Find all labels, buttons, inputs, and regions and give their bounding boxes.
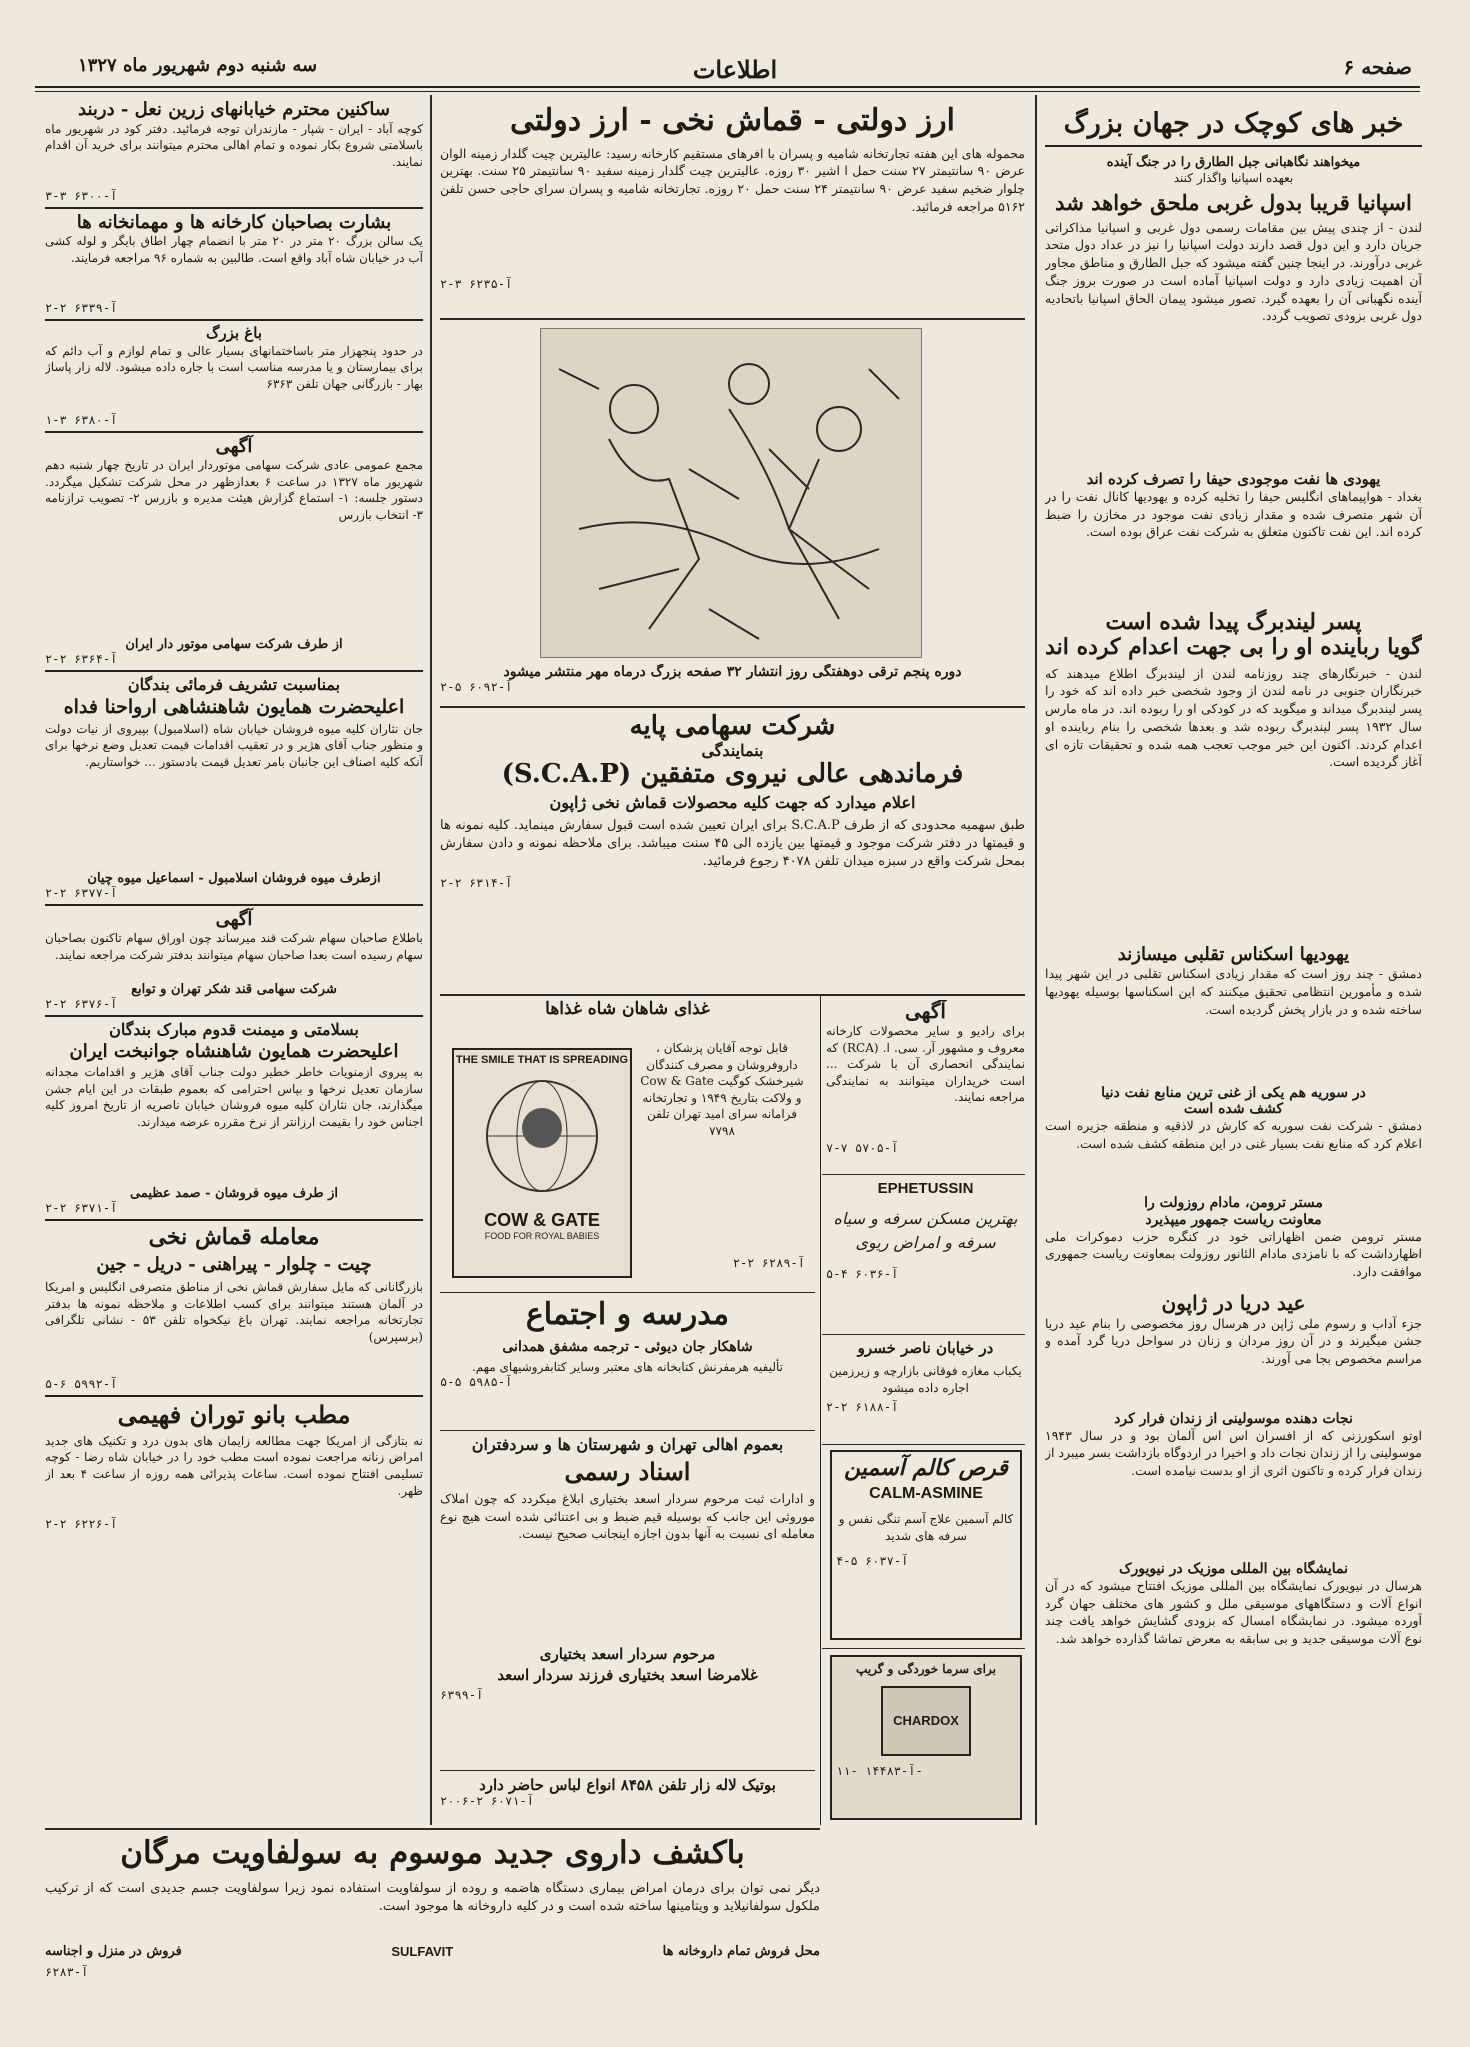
story6-headline-1: مستر ترومن، مادام روزولت را: [1144, 1195, 1323, 1212]
public-code: آ-۶۳۹۹: [440, 1688, 484, 1703]
story3-body: لندن - خبرنگارهای چند روزنامه لندن از لیندبرگ اطلاع میدهند که خبرنگاران جنوبی در نامه لندن از وجود شخصی خبر داده اند که خود را پسر لیندبرگ میداند و میگوید که در کودکی او را ربوده اند. در ماه مارس سال ۱۹۳۲ پسر لیندبرگ ربوده شد و بعدها شخصی را بنام رباینده او اعدام کردند. اکنون این خبر موجب تعجب همه شده و تحقیقات تازه ای آغاز گردیده است.: [1045, 665, 1422, 770]
rca-notice-head: آگهی: [905, 1000, 946, 1023]
calm-asmine-text: کالم آسمین علاج آسم تنگی نفس و سرفه های شدید: [838, 1512, 1014, 1543]
s6-signature: شرکت سهامی قند شکر تهران و توابع: [131, 982, 337, 998]
sulfavit-text: دیگر نمی توان برای درمان امراض بیماری دستگاه هاضمه و روده از سولفاویت استفاده نمود زیرا سولفاویت جسم جدیدی است که از ترکیب ملکول سولفانیلاید و ویتامینها ساخته شده است و در کلیه داروخانه ها موجود است.: [45, 1880, 820, 1915]
right-column: [1045, 108, 1422, 1823]
s5-headline-2: اعلیحضرت همایون شاهنشاهی ارواحنا فداه: [63, 695, 405, 718]
sulfavit-sig-1: محل فروش تمام داروخانه ها: [662, 1943, 820, 1959]
s7-code: آ-۶۳۷۱ ۲-۲: [45, 1201, 118, 1216]
boutique-text: بوتیک لاله زار تلفن ۸۴۵۸ انواع لباس حاضر دارد: [479, 1776, 776, 1794]
chardox-ad: [830, 1655, 1022, 1820]
s3-code: آ-۶۳۸۰ ۳-۱: [45, 412, 118, 427]
story6-headline-2: معاونت ریاست جمهور میپذیرد: [1145, 1211, 1322, 1228]
left-column: [45, 100, 423, 1825]
scap-ad: [440, 712, 1025, 992]
story7-body: جزء آداب و رسوم ملی ژاپن در هرسال روز مخصوصی را بنام عید دریا جشن میگیرند و در آن روز مردان و زنان در سواحل دریا گرد آمده و مراسم مخصوص بجا می آورند.: [1045, 1315, 1422, 1367]
story5-headline-2: کشف شده است: [1183, 1101, 1284, 1118]
calm-asmine-ad: [830, 1450, 1022, 1640]
s2-text: یک سالن بزرگ ۲۰ متر در ۲۰ متر با انضمام چهار اطاق بایگر و لوله کشی آب در خیابان شاه آباد واقع است. طالبین به شماره ۹۶ مراجعه فرمایند.: [45, 234, 423, 265]
column-rule-right: [1035, 95, 1037, 1825]
page-number: صفحه ۶: [1343, 55, 1412, 79]
s7-signature: از طرف میوه فروشان - صمد عظیمی: [130, 1186, 338, 1202]
header-rule: [35, 86, 1420, 88]
s7-headline-1: بسلامتی و میمنت قدوم مبارک بندگان: [109, 1020, 359, 1040]
cow-gate-slogan: THE SMILE THAT IS SPREADING: [455, 1054, 629, 1066]
boutique-ad: [440, 1776, 815, 1822]
food-ad-headline: غذای شاهان شاه غذاها: [545, 1000, 710, 1019]
story4-body: دمشق - چند روز است که مقدار زیادی اسکناس تقلبی در این شهر پیدا شده و مأمورین انتظامی تحقیق میکنند که این اسکناسها بوسیله یهودیها ساخته شده و در بازار پخش گردیده است.: [1045, 966, 1422, 1017]
boutique-code: آ-۶۰۷۱ ۲-۲۰۰۶: [440, 1794, 534, 1808]
story1-body: لندن - از چندی پیش بین مقامات رسمی دول غربی و اسپانیا مذاکراتی جریان دارد و این دول قصد دارند دولت اسپانیا را نیز در عداد دول متحد غربی درآورند. در اینجا چنین گفته میشود که جبل الطارق و مناطق مجاور آن اهمیت زیادی دارد و دولت اسپانیا آماده است در صورت بروز جنگ آینده نگهبانی آن را بعهده گیرد. تصور میشود پیمان الحاق اسپانیا باتحادیه دول غربی بزودی تصویب گردد.: [1045, 219, 1422, 324]
public-text: و ادارات ثبت مرحوم سردار اسعد بختیاری ابلاغ میکردد که چون املاک موروثی این جانب که بوسیله قیم ضبط و بی اعتنائی شده است هیچ نوع معامله ای نسبت به آنها بدون اجازه اینجانب صحیح نیست.: [440, 1490, 815, 1542]
scap-command: فرماندهی عالی نیروی متفقین (S.C.A.P): [501, 759, 964, 790]
s5-signature: ازطرف میوه فروشان اسلامبول - اسماعیل میوه چیان: [87, 870, 381, 886]
story1-headline: اسپانیا قریبا بدول غربی ملحق خواهد شد: [1055, 189, 1412, 215]
sulfavit-ad: [45, 1836, 820, 2026]
story1-kicker: میخواهند نگاهبانی جبل الطارق را در جنگ آینده: [1106, 155, 1361, 171]
story9-body: هرسال در نیویورک نمایشگاه بین المللی موزیک افتتاح میشود که در آن انواع آلات و دستگاههای موسیقی ملل و کشور های مختلف جهان گرد آورده میشود. در نمایشگاه امسال که بزودی گشایش خواهد یافت چند نوع آلات موسیقی جدید و بی سابقه به معرض تماشا گذارده خواهد شد.: [1045, 1577, 1422, 1647]
textile-ad-title: ارز دولتی - قماش نخی - ارز دولتی: [510, 104, 955, 138]
cartoon-caption: دوره پنجم ترقی دوهفتگی روز انتشار ۳۲ صفحه بزرگ درماه مهر منتشر میشود: [503, 664, 962, 680]
s2-code: آ-۶۳۳۹ ۲-۲: [45, 301, 118, 316]
cartoon-illustration: [540, 328, 922, 658]
s4-headline: آگهی: [215, 435, 253, 457]
public-headline-1: بعموم اهالی تهران و شهرستان ها و سردفتران: [471, 1436, 784, 1454]
s4-signature: از طرف شرکت سهامی موتور دار ایران: [125, 637, 343, 653]
ephetussin-code: آ-۶۰۳۶ ۴-۵: [826, 1267, 899, 1281]
naser-khosrow-ad: [826, 1340, 1025, 1440]
public-announcement: [440, 1436, 815, 1766]
paper-name: اطلاعات: [692, 55, 778, 84]
s8-headline-2: چیت - چلوار - پیراهنی - دریل - جین: [96, 1253, 372, 1275]
naser-khosrow-head: در خیابان ناصر خسرو: [857, 1340, 994, 1357]
school-ad-text: تألیفیه هرمفرنش کتابخانه های معتبر وسایر کتابفروشیهای مهم.: [471, 1359, 784, 1374]
right-column-title: خبر های کوچک در جهان بزرگ: [1045, 108, 1422, 147]
school-ad-code: آ-۵۹۸۵ ۵-۵: [440, 1375, 513, 1390]
story2-headline: یهودی ها نفت موجودی حیفا را تصرف کرده اند: [1086, 469, 1381, 488]
cow-gate-brand: COW & GATE: [484, 1210, 600, 1230]
s3-headline: باغ بزرگ: [205, 324, 263, 343]
chardox-box: [881, 1686, 971, 1756]
ephetussin-ad: [826, 1180, 1025, 1330]
s5-headline-1: بمناسبت تشریف فرمائی بندگان: [127, 675, 341, 695]
s8-text: بازرگانانی که مایل سفارش قماش نخی از مناطق متصرفی انگلیس و امریکا در آلمان هستند میتوانند برای کسب اطلاعات و ملاحظه نمونه ها بدفتر تجارتخانه مراجعه نمایند. تهران باغ نیکخواه تلفن ۵۳ - نشانی تلگرافی (برسپرس): [45, 1280, 423, 1344]
cartoon-code: آ-۶۰۹۲ ۵-۲: [440, 680, 513, 694]
sulfavit-code: آ-۶۲۸۳: [45, 1964, 89, 1979]
story2-body: بغداد - هواپیماهای انگلیس حیفا را تخلیه کرده و یهودیها کانال نفت را در آن شهر متصرف شده و مقدار زیادی نفت موجود در مخازن را ضبط کرده اند. این نفت تاکنون متعلق به شرکت نفت عراق بوده است.: [1045, 488, 1422, 540]
s1-headline: ساکنین محترم خیابانهای زرین نعل - دربند: [78, 100, 390, 120]
s6-headline: آگهی: [215, 908, 253, 930]
s7-text: به پیروی ازمنویات خاطر خطیر دولت جناب آقای هژیر و اقدامات مجدانه سازمان تعدیل نرخها و بپاس احترامی که بعموم طبقات در این ایام جشن میگذارند، جان نثاران کلیه میوه فروشان خیابان ناصریه از تاریخ امروز کلیه اجناس خود را بقیمت ارزانتر از نرخ مقرره عرضه میدارند.: [45, 1065, 423, 1129]
ephetussin-name: EPHETUSSIN: [877, 1180, 974, 1197]
s9-headline: مطب بانو توران فهیمی: [117, 1400, 351, 1430]
rca-notice-code: آ-۵۷۰۵ ۷-۷: [826, 1141, 899, 1155]
naser-khosrow-code: آ-۶۱۸۸ ۲-۲: [826, 1400, 899, 1415]
chardox-code: آ-۱۴۴۸۳ -۱۱-: [836, 1763, 923, 1778]
sulfavit-sig-2: فروش در منزل و اجناسه: [45, 1943, 182, 1959]
rca-notice-text: برای رادیو و سایر محصولات کارخانه معروف و مشهور آر. سی. ا. (RCA) که نمایندگی انحصاری آن با شرکت ... است خریداران میتوانند به نمایندگی مراجعه نمایند.: [826, 1024, 1025, 1105]
story1-sub: بعهده اسپانیا واگذار کنند: [1173, 171, 1294, 186]
column-rule-mid: [820, 995, 821, 1825]
s7-headline-2: اعلیحضرت همایون شاهنشاه جوانبخت ایران: [69, 1040, 399, 1062]
story5-body: دمشق - شرکت نفت سوریه که کارش در لاذقیه و منطقه جزیره است اعلام کرد که منابع نفت بسیار غنی در این منطقه کشف شده است.: [1045, 1118, 1422, 1152]
sulfavit-headline: باکشف داروی جدید موسوم به سولفاویت مرگان: [120, 1836, 745, 1871]
chardox-text: برای سرما خوردگی و گریپ: [856, 1662, 996, 1676]
scap-company: شرکت سهامی پایه: [629, 712, 836, 741]
scap-body: طبق سهمیه محدودی که از طرف S.C.A.P برای ایران تعیین شده است قبول سفارش مینماید. کلیه نمونه ها و قیمتها در دفتر شرکت موجود و قیمتها بین یازده الی ۴۵ سنت میباشد. برای ملاحظه نمونه و دادن سفارش بمحل شرکت واقع در سبزه میدان تلفن ۴۰۷۸ رجوع فرمائید.: [440, 817, 1025, 870]
column-rule-left: [430, 95, 432, 1825]
s9-text: نه بتازگی از امریکا جهت مطالعه زایمان های بدون درد و تکنیک های جدید امراض زنانه مراجعت نموده است مطب خود را در خیابان شاه رضا - کوچه تسلیمی افتتاح نموده است. ساعات پذیرائی همه روزه از ساعت ۴ بعد از ظهر.: [45, 1433, 423, 1498]
s9-code: آ-۶۲۲۶ ۲-۲: [45, 1516, 118, 1531]
calm-asmine-head: قرص کالم آسمین: [844, 1455, 1008, 1481]
cow-gate-globe: [454, 1066, 630, 1206]
story8-headline: نجات دهنده موسولینی از زندان فرار کرد: [1114, 1410, 1353, 1427]
story9-headline: نمایشگاه بین المللی موزیک در نیویورک: [1119, 1560, 1348, 1577]
s8-code: آ-۵۹۹۲ ۶-۵: [45, 1377, 118, 1392]
story3-headline-2: گویا رباینده او را بی جهت اعدام کرده اند: [1045, 634, 1422, 661]
story7-headline: عید دریا در ژاپون: [1161, 1290, 1306, 1315]
ephetussin-text: بهترین مسکن سرفه و سیاه سرفه و امراض ریوی: [833, 1209, 1018, 1252]
header-rule-thin: [35, 91, 1420, 92]
s5-code: آ-۶۳۷۷ ۲-۲: [45, 885, 118, 900]
chardox-name: CHARDOX: [893, 1713, 959, 1729]
s1-text: کوچه آباد - ایران - شپار - مازندران توجه فرمائید. دفتر کود در شهریور ماه باسلامتی شروع بکار نموده و تمام اهالی محترم میتوانند برای خرید آن اقدام نمایند.: [45, 121, 423, 169]
scap-code: آ-۶۳۱۴ ۲-۲: [440, 875, 513, 890]
cartoon-caption-block: [440, 664, 1025, 704]
public-headline-2: اسناد رسمی: [564, 1457, 691, 1487]
textile-ad-text: محموله های این هفته تجارتخانه شامیه و پسران با افرهای مستقیم کارخانه رسید: عالیترین چیت گلدار زمینه الوان عرض ۹۰ سانتیمتر ۲۷ سنت حمل ا اشیر ۳۰ روزه. عالیترین چیت گلدار زمینه سفید ۹۰ سانتیمتر ۲۵ سنت. بهترین چلوار ضخیم سفید عرض ۹۰ سانتیمتر ۲۴ سنت حمل ۲۰ روزه. تجارتخانه شامیه و پسران سرای حاجی حسن تلفن ۵۱۶۲ مراجعه فرمائید.: [440, 145, 1025, 214]
issue-date: سه شنبه دوم شهریور ماه ۱۳۲۷: [78, 55, 318, 76]
calm-asmine-code: آ-۶۰۳۷ ۵-۴: [836, 1554, 909, 1569]
calm-asmine-name: CALM-ASMINE: [869, 1485, 983, 1503]
story4-headline: یهودیها اسکناس تقلبی میسازند: [1117, 943, 1350, 965]
cow-gate-sub: FOOD FOR ROYAL BABIES: [484, 1231, 600, 1241]
story6-body: مستر ترومن ضمن اظهاراتی خود در کنگره حزب دموکرات ملی اظهارداشت که با نامزدی مادام الئانور روزولت بمعاونت ریاست جمهوری موافقت دارد.: [1045, 1228, 1422, 1280]
sulfavit-footer: [45, 1944, 820, 1959]
s1-code: آ-۶۳۰۰ ۳-۳: [45, 188, 118, 203]
s6-code: آ-۶۳۷۶ ۲-۲: [45, 997, 118, 1012]
scap-announce: اعلام میدارد که جهت کلیه محصولات قماش نخی ژاپون: [549, 793, 916, 813]
s5-text: جان نثاران کلیه میوه فروشان خیابان شاه (اسلامبول) بپیروی از نیات دولت و منظور جناب آقای هژیر و در تعقیب اقدامات قیمت تعدیل وضع نرخها برای آنکه کلیه اصناف این جانبان بامر تعدیل قیمت بادستور ... خواستاریم.: [45, 721, 423, 769]
food-ad: [440, 1000, 815, 1290]
school-ad: [440, 1298, 815, 1428]
textile-ad-code: آ-۶۲۳۵ ۳-۲: [440, 276, 513, 291]
textile-ad: [440, 104, 1025, 316]
story3-headline-1: پسر لیندبرگ پیدا شده است: [1105, 608, 1362, 635]
rca-notice: [826, 1000, 1025, 1170]
food-ad-text: قابل توجه آقایان پزشکان ، داروفروشان و مصرف کنندگان شیرخشک کوگیت Cow & Gate و ولاکت بتاریخ ۱۹۴۹ و تجارتخانه فرامانه سرای امید تهران تلفن ۷۷۹۸: [640, 1041, 804, 1138]
public-signature-2: غلامرضا اسعد بختیاری فرزند سردار اسعد: [497, 1666, 758, 1685]
story8-body: اوتو اسکورزنی که از افسران اس اس آلمان بود و در سال ۱۹۴۳ موسولینی را از زندان نجات داد و اخیرا در اردوگاه بازداشت بسر میبرد از زندان فرار کرده و تاکنون اثری از او بدست نیامده است.: [1045, 1427, 1422, 1479]
s4-code: آ-۶۳۶۴ ۲-۲: [45, 652, 118, 667]
cartoon-drawing: [540, 329, 921, 658]
s8-headline-1: معامله قماش نخی: [148, 1224, 320, 1251]
story5-headline-1: در سوریه هم یکی از غنی ترین منابع نفت دنیا: [1101, 1085, 1366, 1102]
s3-text: در حدود پنجهزار متر باساختمانهای بسیار عالی و تمام لوازم و آب دائم که برای بیمارستان و یا مدرسه مناسب است با جاره داده میشود. لاله زار پاساژ بهار - بازرگانی جهان تلفن ۶۳۶۳: [45, 343, 423, 391]
s2-headline: بشارت بصاحبان کارخانه ها و مهمانخانه ها: [76, 211, 392, 233]
sulfavit-name: SULFAVIT: [391, 1943, 454, 1959]
school-ad-sub: شاهکار جان دیوئی - ترجمه مشفق همدانی: [502, 1338, 753, 1355]
s4-text: مجمع عمومی عادی شرکت سهامی موتوردار ایران در تاریخ چهار شنبه دهم شهریور ماه ۱۳۲۷ در ساعت ۶ بعدازظهر در محل شرکت تشکیل میگردد. دستور جلسه: ۱- استماع گزارش هیئت مدیره و بازرس ۲- تصویب ترازنامه ۳- انتخاب بازرس: [45, 458, 423, 522]
naser-khosrow-text: یکباب مغازه فوقانی بازارچه و زیرزمین اجاره داده میشود: [829, 1364, 1022, 1395]
school-ad-title: مدرسه و اجتماع: [525, 1298, 730, 1332]
public-signature-1: مرحوم سردار اسعد بختیاری: [539, 1644, 716, 1663]
food-ad-code: آ-۶۲۸۹ ۲-۲: [732, 1256, 805, 1270]
scap-representing: بنمایندگی: [701, 740, 764, 760]
cow-gate-image: [452, 1048, 632, 1278]
s6-text: باطلاع صاحبان سهام شرکت قند میرساند چون اوراق سهام تاکنون بصاحبان سهام رسیده است بعدا صاحبان سهام میتوانند بدفتر شرکت مراجعه نمایند.: [45, 931, 423, 962]
